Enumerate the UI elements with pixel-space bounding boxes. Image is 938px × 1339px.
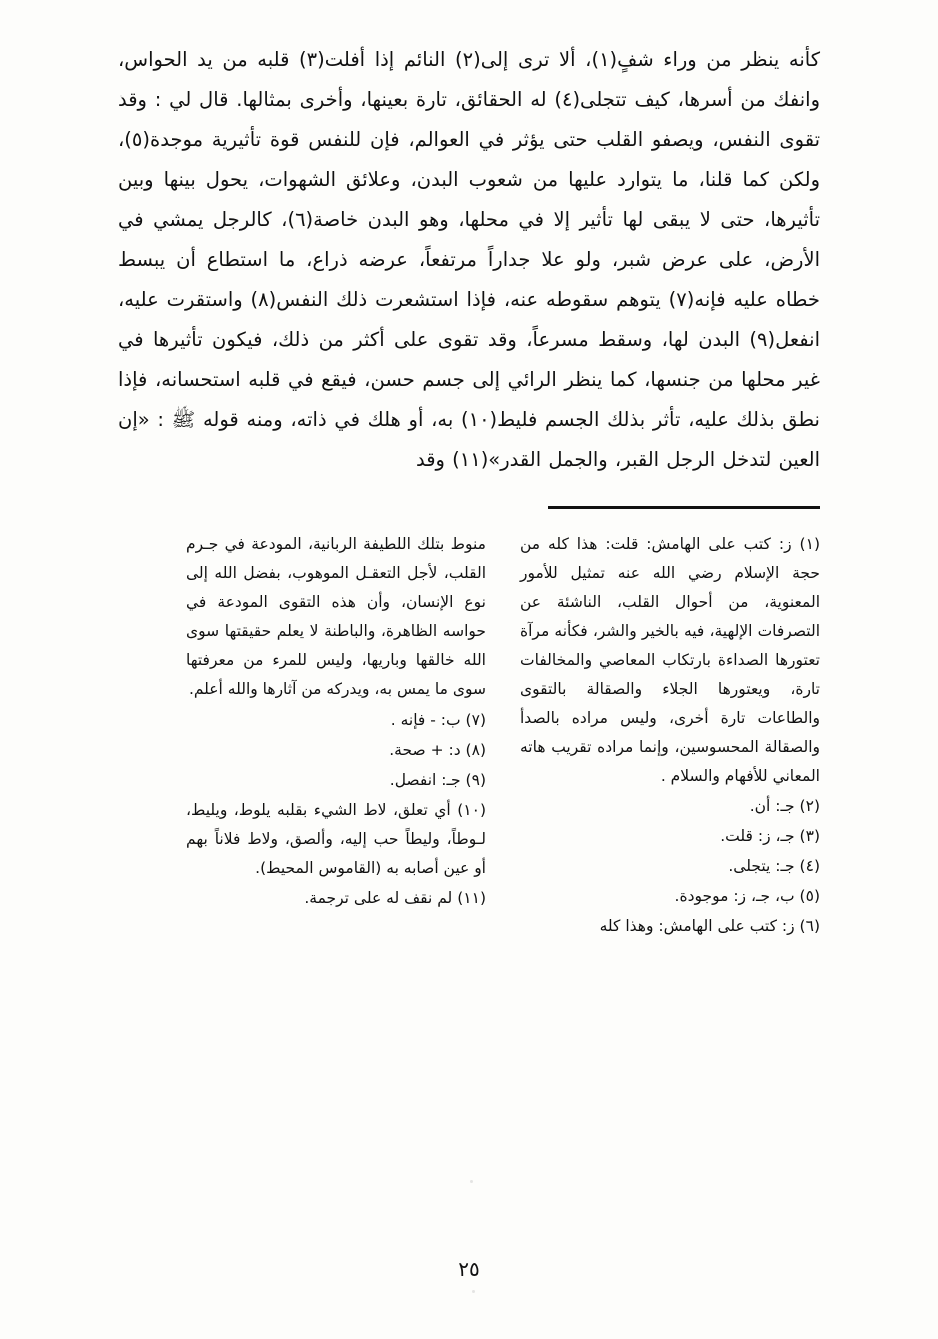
footnote-item [186, 796, 486, 883]
footnote-item [520, 792, 820, 821]
footnote-number: (١١) [457, 889, 486, 907]
footnote-item [186, 884, 486, 913]
footnote-item [520, 822, 820, 851]
footnote-text: أي تعلق، لاط الشيء بقلبه يلوط، ويليط، لـوطاً، وليطاً حب إليه، وألصق، ولاط فلاناً بهم أو عين أصابه به (القاموس المحيط). [186, 801, 486, 877]
footnote-text: جـ: أن. [749, 797, 795, 815]
footnote-text: ز: كتب على الهامش: وهذا كله [599, 917, 795, 935]
footnotes-section [118, 530, 820, 942]
footnote-number: (٨) [465, 741, 486, 759]
footnote-number: (٥) [799, 887, 820, 905]
footnote-item [186, 736, 486, 765]
footnote-number: (٩) [465, 771, 486, 789]
footnote-item [520, 912, 820, 941]
footnote-item [520, 852, 820, 881]
footnote-text: جـ: انفصل. [389, 771, 461, 789]
footnote-text: لم نقف له على ترجمة. [304, 889, 453, 907]
body-paragraph: كأنه ينظر من وراء شفٍ(١)، ألا ترى إلى(٢) النائم إذا أفلت(٣) قلبه من يد الحواس، وانفك من أسرها، كيف تتجلى(٤) له الحقائق، تارة بعينها، وأخرى بمثالها. قال لي : وقد تقوى النفس، ويصفو القلب حتى يؤثر في العوالم، فإن للنفس قوة تأثيرية موجدة(٥)، ولكن كما قلنا، ما يتوارد عليها من شعوب البدن، وعلائق الشهوات، يحول بينها وبين تأثيرها، حتى لا يبقى لها تأثير إلا في محلها، وهو البدن خاصة(٦)، كالرجل يمشي في الأرض، على عرض شبر، ولو علا جداراً مرتفعاً، عرضه ذراع، ما استطاع أن يبسط خطاه عليه فإنه(٧) يتوهم سقوطه عنه، فإذا استشعرت ذلك النفس(٨) واستقرت عليه، انفعل(٩) البدن لها، وسقط مسرعاً، وقد تقوى على أكثر من ذلك، فيكون تأثيرها في غير محلها من جنسها، كما ينظر الرائي إلى جسم حسن، فيقع في قلبه استحسانه، فإذا نطق بذلك عليه، تأثر بذلك الجسم فليط(١٠) به، أو هلك في ذاته، ومنه قوله ﷺ : «إن العين لتدخل الرجل القبر، والجمل القدر»(١١) وقد [118, 48, 820, 471]
footnote-number: (٤) [799, 857, 820, 875]
footnote-number: (١٠) [457, 801, 486, 819]
footnote-separator [118, 506, 820, 520]
footnote-item [520, 530, 820, 791]
footnote-item [186, 766, 486, 795]
footnote-text: ز: كتب على الهامش: قلت: هذا كله من حجة الإسلام رضي الله عنه تمثيل للأمور المعنوية، من أحوال القلب، الناشئة عن التصرفات الإلهية، فيه بالخير والشر، فكأنه مرآة تعتورها الصداءة بارتكاب المعاصي والمخالفات تارة، ويعتورها الجلاء والصقالة بالتقوى والطاعات تارة أخرى، وليس مراده بالصدأ والصقالة المحسوسين، وإنما مراده تقريب هاته المعاني للأفهام والسلام . [520, 535, 820, 785]
footnote-text: ب: - فإنه . [390, 711, 461, 729]
footnote-text: ب، جـ، ز: موجودة. [674, 887, 795, 905]
footnote-item [520, 882, 820, 911]
footnote-number: (٧) [465, 711, 486, 729]
footnote-column-left [186, 530, 486, 942]
footnote-text: جـ، ز: قلت. [720, 827, 795, 845]
footnote-item [186, 706, 486, 735]
footnote-number: (١) [799, 535, 820, 553]
page-content [118, 40, 820, 1299]
footnote-number: (٢) [799, 797, 820, 815]
footnote-number: (٣) [799, 827, 820, 845]
footnote-column-right [520, 530, 820, 942]
footnote-continuation: منوط بتلك اللطيفة الربانية، المودعة في جـرم القلب، لأجل التعقـل الموهوب، بفضل الله إلى نوع الإنسان، وأن هذه التقوى المودعة في حواسه الظاهرة، والباطنة لا يعلم حقيقتها سوى الله خالقها وباريها، وليس للمرء من معرفتها سوى ما يمس به، ويدركه من آثارها والله أعلم. [186, 535, 486, 698]
footnote-text: جـ: يتجلى. [728, 857, 795, 875]
main-body-text [118, 40, 820, 480]
page-number: ٢٥ [458, 1257, 480, 1281]
footnote-rule-line [548, 506, 820, 509]
footnote-number: (٦) [799, 917, 820, 935]
footnote-text: د: + صحة. [389, 741, 461, 759]
